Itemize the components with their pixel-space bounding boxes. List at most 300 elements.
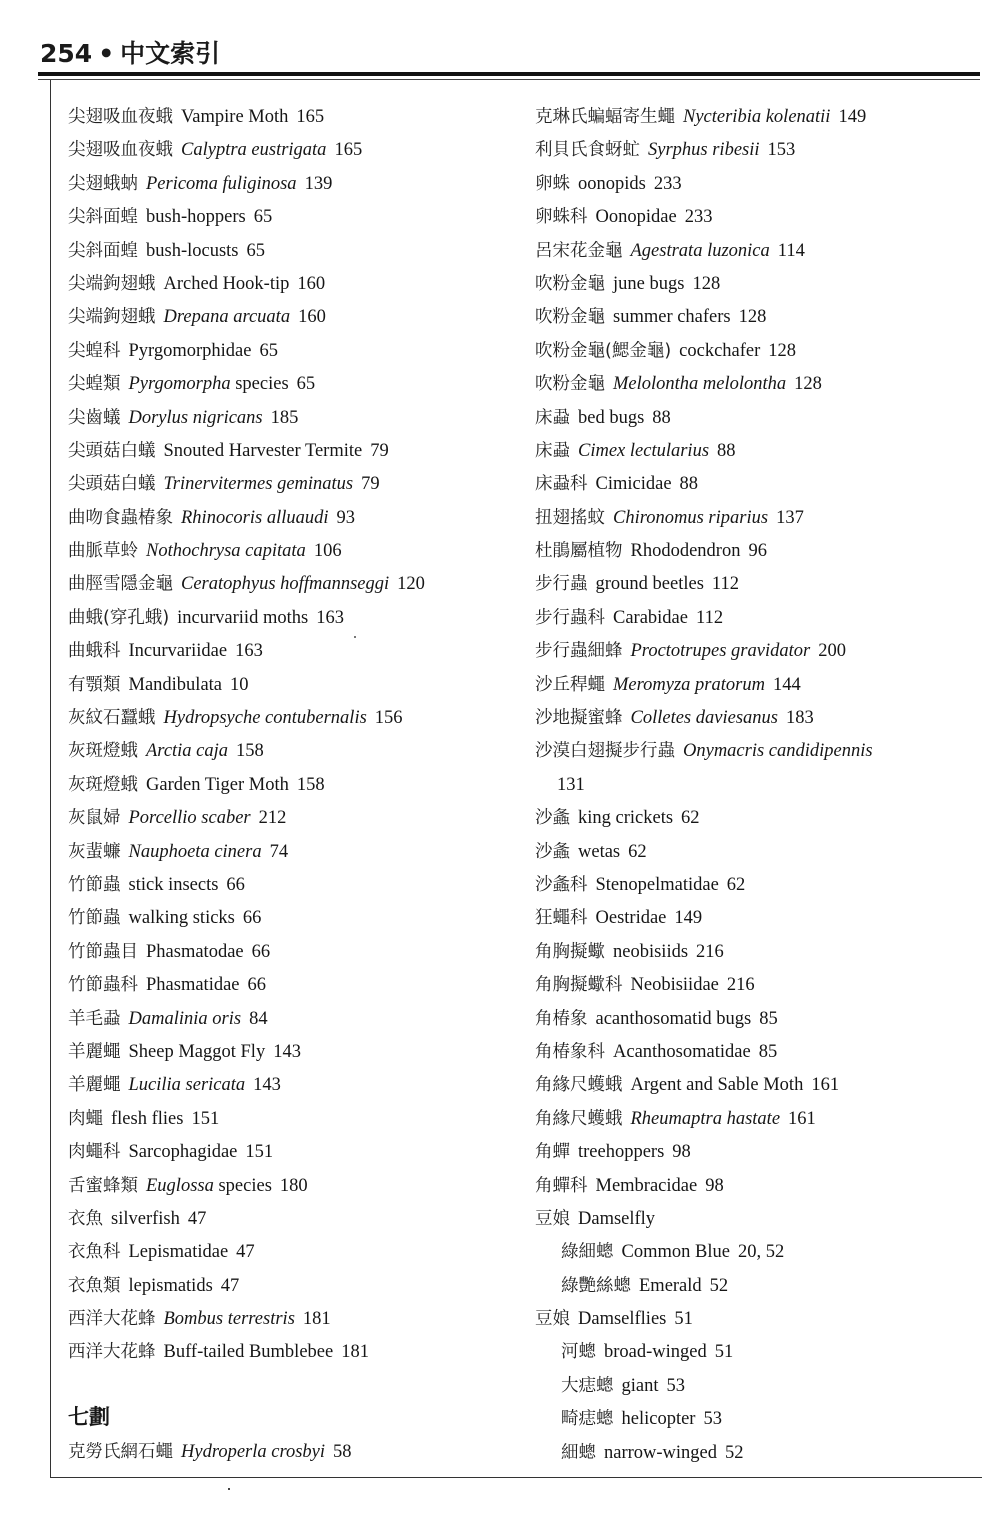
index-entry: [535, 1170, 975, 1203]
entry-english-term: Phasmatodae: [146, 941, 244, 962]
entry-chinese-term: 羊毛蝨: [68, 1008, 121, 1029]
entry-chinese-term: 床蝨: [535, 407, 570, 428]
index-entry: [68, 1170, 508, 1203]
index-entry: [68, 602, 508, 635]
header-rule-thin: [38, 79, 980, 80]
entry-scientific-name: Drepana arcuata: [163, 307, 291, 328]
entry-chinese-term: 尖翅吸血夜蛾: [68, 107, 173, 127]
entry-english-term: wetas: [578, 841, 621, 862]
entry-page-number: 128: [692, 273, 721, 294]
index-entry: [68, 969, 508, 1002]
entry-page-number: 216: [696, 941, 724, 962]
entry-english-term: Garden Tiger Moth: [146, 774, 289, 795]
entry-chinese-term: 灰紋石蠶蛾: [68, 708, 156, 729]
entry-page-number: 65: [246, 240, 265, 261]
entry-page-number: 183: [785, 708, 814, 729]
entry-chinese-term: 尖頭菇白蟻: [68, 474, 156, 495]
entry-chinese-term: 角椿象科: [535, 1041, 605, 1062]
entry-scientific-name: Chironomus riparius: [613, 507, 769, 528]
entry-page-number: 65: [296, 374, 316, 395]
header-rule-thick: [38, 72, 980, 76]
index-entry: [535, 435, 975, 468]
index-entry: [68, 1003, 508, 1036]
index-entry: [68, 936, 508, 969]
index-entry: [535, 1036, 975, 1069]
index-entry: [68, 101, 508, 134]
entry-english-term: neobisiids: [613, 941, 689, 962]
entry-english-term: Oonopidae: [595, 207, 677, 228]
entry-scientific-name: Cimex lectularius: [578, 440, 710, 461]
entry-english-term: oonopids: [578, 173, 646, 194]
entry-chinese-term: 角胸擬蠍科: [535, 975, 623, 996]
entry-chinese-term: 床蝨: [535, 440, 570, 461]
entry-page-number: 160: [298, 307, 326, 328]
index-entry: [68, 368, 508, 401]
entry-chinese-term: 角緣尺蠖蛾: [535, 1108, 623, 1129]
entry-page-number: 47: [220, 1275, 240, 1296]
index-entry: [535, 1303, 975, 1336]
entry-chinese-term: 曲蛾科: [68, 641, 121, 662]
entry-english-term: narrow-winged: [604, 1442, 718, 1463]
entry-chinese-term: 尖蝗類: [68, 374, 121, 395]
index-entry: [68, 1336, 508, 1369]
index-entry: [535, 969, 975, 1002]
entry-scientific-name: Arctia caja: [146, 741, 229, 762]
entry-chinese-term: 曲脈草蛉: [68, 541, 138, 562]
entry-chinese-term: 衣魚: [68, 1208, 103, 1229]
entry-english-term: giant: [621, 1375, 659, 1396]
index-entry: [68, 535, 508, 568]
index-entry: [68, 802, 508, 835]
entry-page-number: 52: [709, 1275, 729, 1296]
print-speck: [228, 1488, 230, 1490]
entry-english-term: acanthosomatid bugs: [595, 1008, 752, 1029]
entry-english-term: silverfish: [111, 1208, 180, 1229]
index-column-left: [68, 101, 508, 1469]
entry-chinese-term: 羊麗蠅: [68, 1041, 121, 1062]
index-entry: [68, 168, 508, 201]
entry-page-number: 114: [777, 240, 805, 261]
entry-chinese-term: 步行蟲科: [535, 607, 605, 628]
entry-page-number: 120: [397, 574, 425, 595]
entry-english-term: Cimicidae: [595, 474, 672, 495]
entry-chinese-term: 畸痣蟌: [561, 1409, 614, 1430]
entry-page-number: 84: [249, 1008, 268, 1029]
entry-chinese-term: 角蟬科: [535, 1175, 588, 1196]
entry-chinese-term: 灰斑燈蛾: [68, 774, 138, 795]
entry-scientific-name: Nycteribia kolenatii: [683, 107, 831, 127]
entry-page-number: 98: [672, 1142, 691, 1163]
entry-page-number: 62: [726, 874, 746, 895]
entry-page-number: 149: [674, 908, 703, 929]
entry-page-number: 180: [279, 1175, 308, 1196]
entry-page-number: 112: [696, 607, 724, 628]
entry-chinese-term: 呂宋花金龜: [535, 240, 623, 261]
entry-page-number: 53: [703, 1409, 722, 1430]
entry-page-number: 200: [818, 641, 846, 662]
index-entry: [68, 1303, 508, 1336]
entry-english-term: ground beetles: [595, 574, 704, 595]
entry-scientific-name: Rheumaptra hastate: [630, 1108, 781, 1129]
section-heading: 七劃: [68, 1404, 110, 1429]
entry-page-number: 143: [273, 1041, 301, 1062]
entry-chinese-term: 角胸擬蠍: [535, 941, 605, 962]
entry-english-term: treehoppers: [578, 1142, 665, 1163]
entry-chinese-term: 尖斜面蝗: [68, 240, 138, 261]
entry-chinese-term: 竹節蟲科: [68, 975, 138, 996]
entry-page-number: 58: [333, 1441, 352, 1462]
index-entry: [535, 335, 975, 368]
entry-chinese-term: 卵蛛: [535, 173, 570, 194]
index-entry: [535, 1403, 975, 1436]
index-entry: [535, 1437, 975, 1470]
index-entry: [68, 335, 508, 368]
entry-page-number: 181: [302, 1309, 331, 1330]
entry-chinese-term: 克勞氏網石蠅: [68, 1441, 173, 1462]
entry-english-term: bed bugs: [578, 407, 645, 428]
entry-scientific-name: Colletes daviesanus: [630, 708, 778, 729]
entry-scientific-name: Hydroperla crosbyi: [181, 1441, 326, 1462]
index-entry: [535, 735, 975, 768]
index-entry: [68, 134, 508, 167]
entry-chinese-term: 肉蠅: [68, 1108, 103, 1129]
entry-scientific-name: Lucilia sericata: [128, 1075, 246, 1096]
entry-page-number: 66: [226, 874, 245, 895]
entry-chinese-term: 竹節蟲: [68, 908, 121, 929]
entry-chinese-term: 吹粉金龜: [535, 307, 605, 328]
entry-chinese-term: 沙地擬蜜蜂: [535, 708, 623, 729]
entry-chinese-term: 綠艷絲蟌: [561, 1275, 631, 1296]
entry-scientific-name: Pyrgomorpha: [128, 374, 231, 395]
entry-chinese-term: 克琳氏蝙蝠寄生蠅: [535, 107, 675, 127]
entry-english-term: summer chafers: [613, 307, 731, 328]
entry-english-term: Emerald: [639, 1275, 702, 1296]
entry-english-term: walking sticks: [128, 908, 235, 929]
index-entry: [68, 435, 508, 468]
index-entry: [68, 902, 508, 935]
entry-scientific-name: Onymacris candidipennis: [683, 741, 873, 762]
index-entry: [535, 869, 975, 902]
entry-page-number: 47: [187, 1208, 207, 1229]
entry-page-number: 10: [230, 674, 249, 695]
entry-page-number: 161: [811, 1075, 840, 1096]
index-entry: [68, 869, 508, 902]
entry-chinese-term: 尖蝗科: [68, 340, 121, 361]
index-entry: [68, 1103, 508, 1136]
index-entry: [535, 535, 975, 568]
index-entry: [68, 669, 508, 702]
entry-chinese-term: 灰斑燈蛾: [68, 741, 138, 762]
index-entry: [535, 602, 975, 635]
index-entry: [68, 235, 508, 268]
entry-page-number: 128: [768, 340, 797, 361]
index-entry: [535, 402, 975, 435]
entry-english-term: Neobisiidae: [630, 975, 719, 996]
index-entry: [535, 836, 975, 869]
entry-page-number: 233: [653, 173, 682, 194]
entry-chinese-term: 灰鼠婦: [68, 808, 121, 829]
index-entry: [535, 268, 975, 301]
entry-scientific-name: Porcellio scaber: [128, 808, 251, 829]
entry-page-number: 62: [628, 841, 647, 862]
index-entry: [535, 368, 975, 401]
index-column-right: [535, 101, 975, 1470]
entry-chinese-term: 角蟬: [535, 1142, 570, 1163]
index-entry: [535, 635, 975, 668]
index-entry: [68, 735, 508, 768]
index-entry: [535, 802, 975, 835]
entry-chinese-term: 沙螽: [535, 808, 570, 829]
entry-chinese-term: 衣魚類: [68, 1275, 121, 1296]
index-entry: [535, 101, 975, 134]
entry-scientific-name: Agestrata luzonica: [630, 240, 770, 261]
entry-chinese-term: 細蟌: [561, 1442, 596, 1463]
entry-page-number: 151: [191, 1108, 220, 1129]
index-entry: [68, 1036, 508, 1069]
entry-chinese-term: 西洋大花蜂: [68, 1309, 156, 1330]
index-entry: [68, 635, 508, 668]
entry-scientific-name: Meromyza pratorum: [613, 674, 765, 695]
entry-english-term: Rhododendron: [630, 541, 741, 562]
entry-chinese-term: 肉蠅科: [68, 1142, 121, 1163]
entry-page-number: 112: [711, 574, 739, 595]
index-entry: [535, 568, 975, 601]
entry-chinese-term: 豆娘: [535, 1208, 570, 1229]
entry-chinese-term: 步行蟲細蜂: [535, 641, 623, 662]
index-entry: [535, 1136, 975, 1169]
frame-left-border: [50, 80, 51, 1478]
entry-scientific-name: Nothochrysa capitata: [146, 541, 306, 562]
entry-chinese-term: 步行蟲: [535, 574, 588, 595]
entry-chinese-term: 床蝨科: [535, 474, 588, 495]
index-entry: [535, 769, 975, 802]
entry-english-term: Pyrgomorphidae: [128, 340, 252, 361]
entry-english-term: june bugs: [613, 273, 685, 294]
index-entry: [535, 902, 975, 935]
entry-scientific-name: Proctotrupes gravidator: [630, 641, 811, 662]
entry-chinese-term: 竹節蟲目: [68, 941, 138, 962]
entry-page-number: 153: [767, 140, 796, 161]
entry-scientific-name: Calyptra eustrigata: [181, 140, 327, 161]
index-entry: [535, 1103, 975, 1136]
entry-english-term: Incurvariidae: [128, 641, 228, 662]
entry-chinese-term: 狂蠅科: [535, 908, 588, 929]
index-entry: [68, 568, 508, 601]
entry-chinese-term: 羊麗蠅: [68, 1075, 121, 1096]
entry-english-term: Arched Hook-tip: [163, 273, 290, 294]
entry-chinese-term: 河蟌: [561, 1342, 596, 1363]
entry-page-number: 52: [725, 1442, 744, 1463]
entry-english-term: incurvariid moths: [177, 607, 309, 628]
entry-page-number: 185: [270, 407, 299, 428]
index-entry: [535, 235, 975, 268]
entry-page-number: 98: [705, 1175, 724, 1196]
entry-english-term: Buff-tailed Bumblebee: [163, 1342, 334, 1363]
entry-english-term: stick insects: [128, 874, 219, 895]
entry-page-number: 144: [772, 674, 801, 695]
entry-chinese-term: 曲吻食蟲椿象: [68, 507, 173, 528]
entry-page-number: 163: [235, 641, 263, 662]
entry-chinese-term: 沙螽科: [535, 874, 588, 895]
frame-bottom-border: [50, 1477, 982, 1478]
index-entry: [68, 1236, 508, 1269]
header-bullet: •: [98, 39, 115, 68]
entry-chinese-term: 衣魚科: [68, 1242, 121, 1263]
entry-chinese-term: 沙丘稈蠅: [535, 674, 605, 695]
entry-chinese-term: 綠細蟌: [561, 1242, 614, 1263]
entry-page-number: 88: [679, 474, 699, 495]
index-entry: [535, 468, 975, 501]
entry-chinese-term: 竹節蟲: [68, 874, 121, 895]
entry-english-term: Common Blue: [621, 1242, 730, 1263]
entry-scientific-name: Dorylus nigricans: [128, 407, 263, 428]
index-entry: [68, 1436, 508, 1469]
entry-page-number: 51: [714, 1342, 734, 1363]
entry-english-term: Membracidae: [595, 1175, 698, 1196]
index-entry: [68, 1069, 508, 1102]
entry-page-number: 158: [236, 741, 264, 762]
index-entry: [535, 1236, 975, 1269]
index-entry: [535, 201, 975, 234]
index-entry: [535, 1003, 975, 1036]
entry-english-term: Mandibulata: [128, 674, 223, 695]
entry-chinese-term: 沙螽: [535, 841, 570, 862]
entry-page-number: 66: [251, 941, 271, 962]
entry-page-number: 74: [269, 841, 289, 862]
entry-chinese-term: 吹粉金龜: [535, 273, 605, 294]
entry-page-number: 62: [681, 808, 700, 829]
index-entry: [68, 301, 508, 334]
index-entry: [535, 134, 975, 167]
entry-scientific-name: Pericoma fuliginosa: [146, 173, 297, 194]
entry-scientific-name: Rhinocoris alluaudi: [181, 507, 329, 528]
index-entry: [535, 168, 975, 201]
entry-english-term: Sheep Maggot Fly: [128, 1041, 266, 1062]
entry-scientific-name: Euglossa: [146, 1175, 214, 1196]
entry-page-number: 131: [557, 774, 585, 795]
entry-page-number: 149: [838, 107, 867, 127]
entry-chinese-term: 沙漠白翅擬步行蟲: [535, 741, 675, 762]
entry-page-number: 212: [258, 808, 287, 829]
index-entry: [68, 1203, 508, 1236]
entry-scientific-name: Syrphus ribesii: [648, 140, 760, 161]
index-entry: [68, 1270, 508, 1303]
index-entry: [68, 268, 508, 301]
entry-scientific-name: Melolontha melolontha: [613, 374, 787, 395]
entry-english-term: broad-winged: [604, 1342, 707, 1363]
entry-chinese-term: 利貝氏食蚜虻: [535, 140, 640, 161]
entry-chinese-term: 西洋大花蜂: [68, 1342, 156, 1363]
entry-page-number: 79: [370, 440, 389, 461]
entry-page-number: 66: [247, 975, 267, 996]
entry-chinese-term: 杜鵑屬植物: [535, 541, 623, 562]
entry-page-number: 65: [253, 207, 273, 228]
entry-english-term: Carabidae: [613, 607, 688, 628]
entry-page-number: 233: [684, 207, 713, 228]
index-entry: [535, 669, 975, 702]
entry-chinese-term: 尖翅吸血夜蛾: [68, 140, 173, 161]
entry-page-number: 160: [297, 273, 326, 294]
entry-page-number: 47: [236, 1242, 255, 1263]
entry-scientific-name: Bombus terrestris: [163, 1309, 295, 1330]
entry-english-term: cockchafer: [679, 340, 761, 361]
entry-chinese-term: 尖斜面蝗: [68, 207, 138, 228]
entry-scientific-name: Nauphoeta cinera: [128, 841, 262, 862]
entry-chinese-term: 扭翅搖蚊: [535, 507, 605, 528]
entry-page-number: 163: [316, 607, 344, 628]
entry-page-number: 137: [776, 507, 804, 528]
entry-english-term: Damselflies: [578, 1309, 667, 1330]
entry-chinese-term: 大痣蟌: [561, 1375, 614, 1396]
entry-chinese-term: 尖翅蛾蚋: [68, 173, 138, 194]
entry-english-term: bush-hoppers: [146, 207, 246, 228]
entry-page-number: 106: [313, 541, 342, 562]
entry-english-term: Stenopelmatidae: [595, 874, 719, 895]
section-gap: [68, 1370, 508, 1398]
entry-page-number: 85: [759, 1008, 778, 1029]
entry-english-term: Damselfly: [578, 1208, 656, 1229]
entry-chinese-term: 吹粉金龜: [535, 374, 605, 395]
index-entry: [68, 1136, 508, 1169]
entry-chinese-term: 舌蜜蜂類: [68, 1175, 138, 1196]
entry-chinese-term: 曲脛雪隱金龜: [68, 574, 173, 595]
entry-chinese-term: 角椿象: [535, 1008, 588, 1029]
entry-page-number: 156: [374, 708, 403, 729]
entry-page-number: 128: [794, 374, 822, 395]
index-entry: [535, 936, 975, 969]
entry-page-number: 85: [758, 1041, 778, 1062]
entry-chinese-term: 卵蛛科: [535, 207, 588, 228]
entry-term-suffix: species: [235, 374, 289, 395]
entry-scientific-name: Ceratophyus hoffmannseggi: [181, 574, 390, 595]
index-entry: [535, 301, 975, 334]
entry-english-term: Acanthosomatidae: [613, 1041, 751, 1062]
index-entry: [535, 502, 975, 535]
entry-page-number: 128: [738, 307, 767, 328]
entry-page-number: 165: [296, 107, 325, 127]
entry-chinese-term: 吹粉金龜(鰓金龜): [535, 340, 672, 361]
entry-english-term: king crickets: [578, 808, 674, 829]
entry-chinese-term: 曲蛾(穿孔蛾): [68, 607, 170, 628]
index-entry: [68, 769, 508, 802]
index-entry: [535, 1069, 975, 1102]
entry-english-term: Sarcophagidae: [128, 1142, 238, 1163]
index-entry: [68, 201, 508, 234]
index-entry: [68, 836, 508, 869]
index-entry: [535, 1336, 975, 1369]
entry-page-number: 88: [652, 407, 671, 428]
entry-chinese-term: 有顎類: [68, 674, 121, 695]
page-number: 254: [40, 39, 93, 68]
entry-page-number: 96: [748, 541, 767, 562]
entry-page-number: 51: [674, 1309, 693, 1330]
entry-page-number: 216: [726, 975, 755, 996]
entry-english-term: lepismatids: [128, 1275, 213, 1296]
running-header: [40, 34, 220, 70]
entry-page-number: 181: [341, 1342, 369, 1363]
entry-scientific-name: Hydropsyche contubernalis: [163, 708, 367, 729]
entry-page-number: 66: [242, 908, 262, 929]
entry-english-term: flesh flies: [111, 1108, 184, 1129]
entry-page-number: 158: [296, 774, 325, 795]
entry-scientific-name: Trinervitermes geminatus: [163, 474, 354, 495]
entry-english-term: helicopter: [621, 1409, 696, 1430]
entry-page-number: 88: [717, 440, 736, 461]
entry-chinese-term: 豆娘: [535, 1309, 570, 1330]
entry-page-number: 151: [245, 1142, 274, 1163]
index-entry: [68, 502, 508, 535]
index-entry: [535, 1370, 975, 1403]
